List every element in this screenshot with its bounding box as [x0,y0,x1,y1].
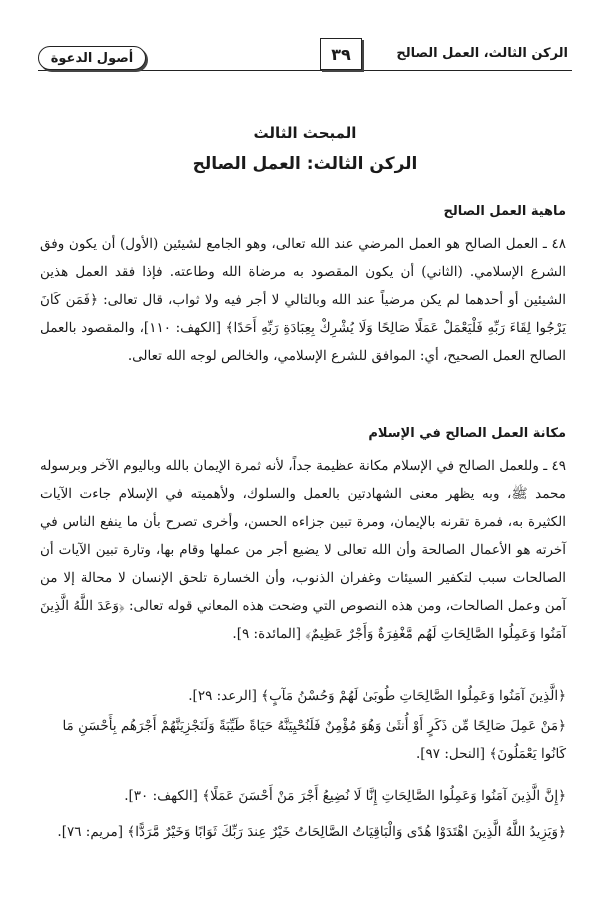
running-head: الركن الثالث، العمل الصالح [396,46,568,61]
section-heading-mabhath: المبحث الثالث [253,124,357,142]
paragraph-48: ٤٨ ـ العمل الصالح هو العمل المرضي عند الله تعالى، وهو الجامع لشيئين (الأول) أن يكون وفق الشرع الإسلامي. (الثاني) أن يكون المقصود به مرضاة الله وطاعته. فإذا فقد العمل هذين الشيئين أو أحدهما لم يكن مرضياً عند الله وبالتالي لا أجر فيه ولا ثواب، قال تعالى: ﴿فَمَن كَانَ يَرْجُوا لِقَاءَ رَبِّهِ فَلْيَعْمَلْ عَمَلًا صَالِحًا وَلَا يُشْرِكْ بِعِبَادَةِ رَبِّهِ أَحَدًا﴾ [الكهف: ١١٠]، والمقصود بالعمل الصالح العمل الصحيح، أي: الموافق للشرع الإسلامي، والخالص لوجه الله تعالى. [40,236,566,364]
section-heading-rukn: الركن الثالث: العمل الصالح [192,154,418,174]
book-title-box [38,46,146,70]
page-number: ٣٩ [331,44,351,64]
paragraph-49: ٤٩ ـ وللعمل الصالح في الإسلام مكانة عظيمة جداً، لأنه ثمرة الإيمان بالله وباليوم الآخر وبرسوله محمد ﷺ، وبه يظهر معنى الشهادتين بالعمل والسلوك، ولأهميته في الإسلام جاءت الآيات الكثيرة به، فمرة تقرنه بالإيمان، ومرة تبين جزاءه الحسن، وأخرى تصرح بأن ما ينفع الناس في آخرته هو الأعمال الصالحة وأن الله تعالى لا يضيع أجر من عملها وقام بها، وتارة تبين الآيات أن الصالحات سبب لتكفير السيئات وغفران الذنوب، وأن الخسارة تلحق الإنسان لا محالة إلا من آمن وعمل الصالحات، ومن هذه النصوص التي وضحت هذه المعاني قوله تعالى: ﴿وَعَدَ اللَّهُ الَّذِينَ آمَنُوا وَعَمِلُوا الصَّالِحَاتِ لَهُم مَّغْفِرَةٌ وَأَجْرٌ عَظِيمٌ﴾ [المائدة: ٩]. [40,458,566,642]
verse-maryam: ﴿وَيَزِيدُ اللَّهُ الَّذِينَ اهْتَدَوْا هُدًى وَالْبَاقِيَاتُ الصَّالِحَاتُ خَيْرٌ عِندَ رَبِّكَ ثَوَابًا وَخَيْرٌ مَّرَدًّا﴾ [مريم: ٧٦]. [57,824,566,840]
verse-raad: ﴿الَّذِينَ آمَنُوا وَعَمِلُوا الصَّالِحَاتِ طُوبَىٰ لَهُمْ وَحُسْنُ مَآبٍ﴾ [الرعد: ٢٩]. [188,688,566,704]
page-header [38,38,572,78]
subheading-nature: ماهية العمل الصالح [443,204,566,219]
header-rule [38,70,572,71]
subheading-status: مكانة العمل الصالح في الإسلام [368,426,566,441]
page-number-box [320,38,362,70]
verse-kahf: ﴿إِنَّ الَّذِينَ آمَنُوا وَعَمِلُوا الصَّالِحَاتِ إِنَّا لَا نُضِيعُ أَجْرَ مَنْ أَحْسَنَ عَمَلًا﴾ [الكهف: ٣٠]. [124,788,566,804]
verse-nahl: ﴿مَنْ عَمِلَ صَالِحًا مِّن ذَكَرٍ أَوْ أُنثَىٰ وَهُوَ مُؤْمِنٌ فَلَنُحْيِيَنَّهُ حَيَاةً طَيِّبَةً وَلَنَجْزِيَنَّهُمْ أَجْرَهُم بِأَحْسَنِ مَا كَانُوا يَعْمَلُونَ﴾ [النحل: ٩٧]. [62,718,566,762]
book-title: أصول الدعوة [50,50,134,66]
